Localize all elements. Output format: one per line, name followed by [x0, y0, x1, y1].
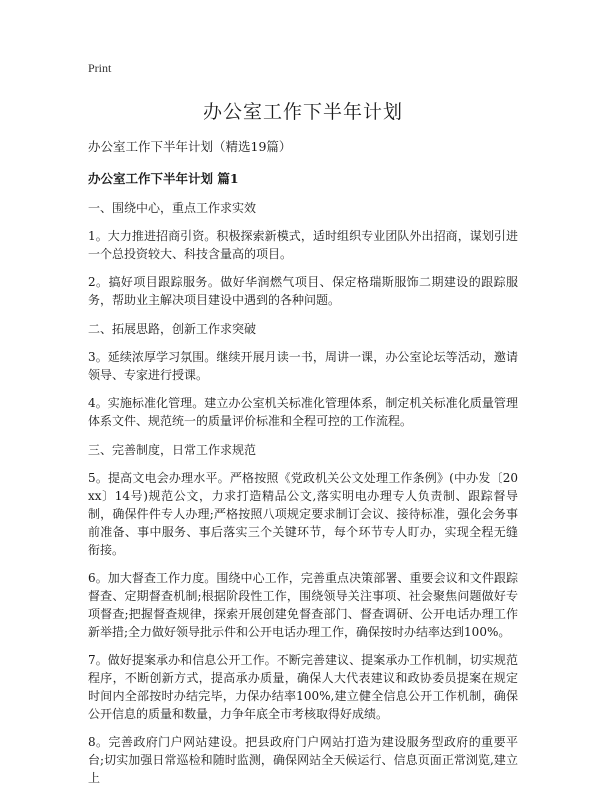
plan-heading: 二、拓展思路，创新工作求突破 — [88, 322, 257, 336]
document-page — [88, 60, 518, 787]
plan-item: 2。搞好项目跟踪服务。做好华润燃气项目、保定格瑞斯服饰二期建设的跟踪服务，帮助业主解决项目建设中遇到的各种问题。 — [88, 275, 518, 307]
print-link[interactable]: Print — [88, 61, 112, 75]
section-heading: 办公室工作下半年计划 篇1 — [88, 171, 239, 186]
document-subtitle: 办公室工作下半年计划（精选19篇） — [88, 139, 292, 154]
plan-item: 6。加大督查工作力度。围绕中心工作，完善重点决策部署、重要会议和文件跟踪督查、定期督查机制;根据阶段性工作，围绕领导关注事项、社会聚焦问题做好专项督查;把握督查规律，探索开展创建免督查部门、督查调研、公开电话办理工作新举措;全力做好领导批示件和公开电话办理工作，确保按时办结率达到100%。 — [88, 571, 518, 639]
plan-item: 5。提高文电会办理水平。严格按照《党政机关公文处理工作条例》(中办发〔20xx〕14号)规范公文，力求打造精品公文,落实明电办理专人负责制、跟踪督导制，确保件件专人办理;严格按照八项规定要求制订会议、接待标准，强化会务事前准备、事中服务、事后落实三个关键环节，每个环节专人盯办，实现全程无缝衔接。 — [88, 471, 518, 557]
plan-heading: 三、完善制度，日常工作求规范 — [88, 443, 257, 457]
plan-item: 3。延续浓厚学习氛围。继续开展月读一书，周讲一课，办公室论坛等活动，邀请领导、专家进行授课。 — [88, 350, 518, 382]
plan-heading: 一、围绕中心，重点工作求实效 — [88, 201, 257, 215]
page-title: 办公室工作下半年计划 — [202, 101, 403, 123]
plan-item: 1。大力推进招商引资。积极探索新模式，适时组织专业团队外出招商，谋划引进一个总投资较大、科技含量高的项目。 — [88, 229, 518, 261]
plan-item: 4。实施标准化管理。建立办公室机关标准化管理体系，制定机关标准化质量管理体系文件、规范统一的质量评价标准和全程可控的工作流程。 — [88, 396, 518, 428]
plan-item: 8。完善政府门户网站建设。把县政府门户网站打造为建设服务型政府的重要平台;切实加强日常巡检和随时监测，确保网站全天候运行、信息页面正常浏览,建立上 — [88, 735, 518, 785]
plan-item: 7。做好提案承办和信息公开工作。不断完善建议、提案承办工作机制，切实规范程序，不断创新方式，提高承办质量，确保人大代表建议和政协委员提案在规定时间内全部按时办结完毕，力保办结率100%,建立健全信息公开工作机制，确保公开信息的质量和数量，力争年底全市考核取得好成绩。 — [88, 653, 518, 721]
